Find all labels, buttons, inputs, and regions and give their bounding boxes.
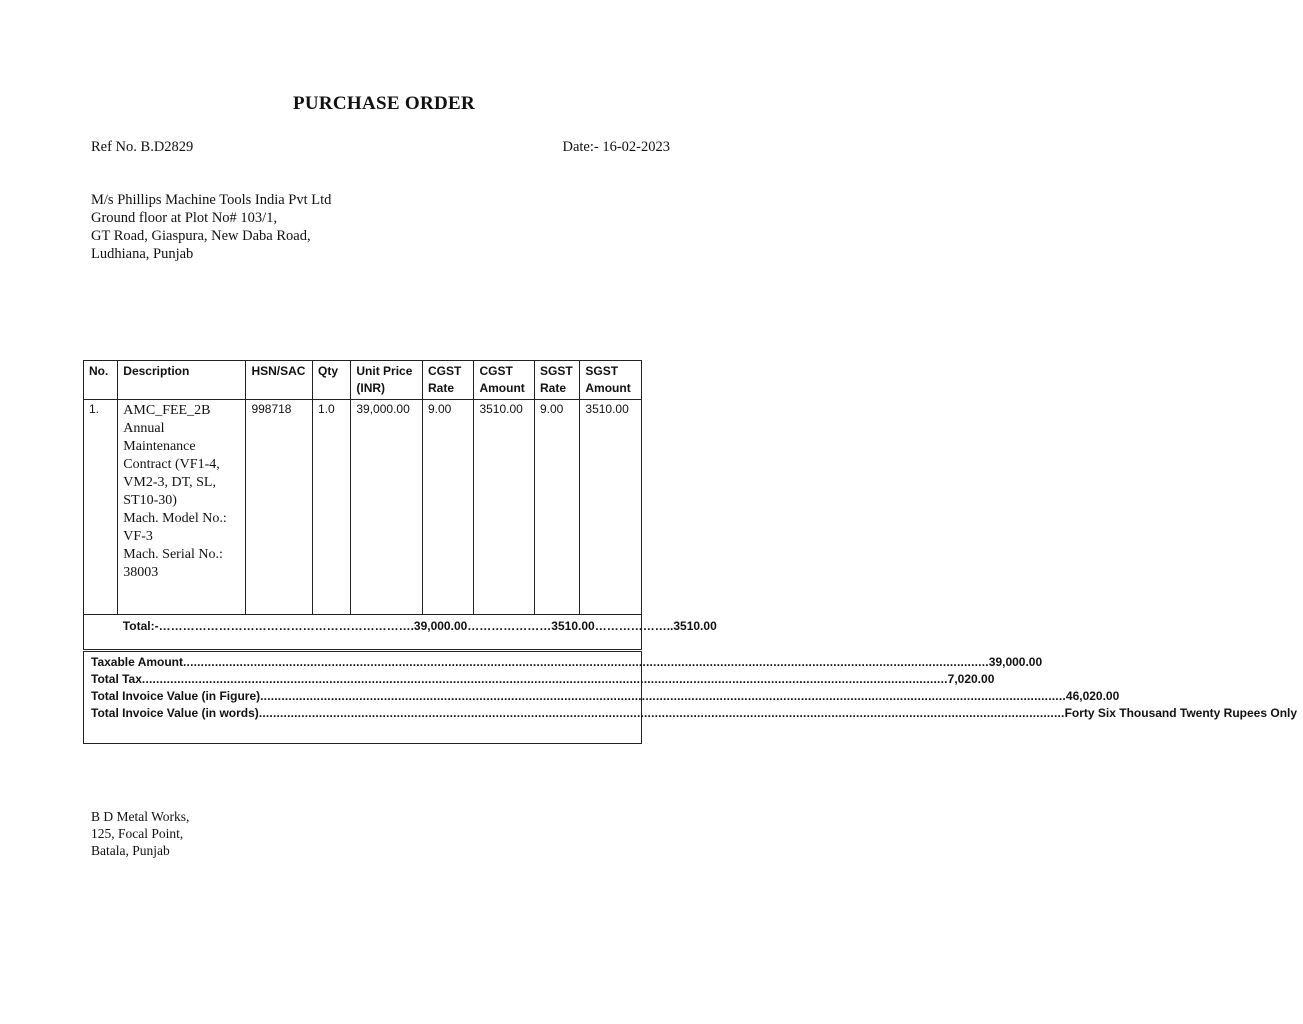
description-line: VF-3 [123, 529, 153, 544]
summary-label: Taxable Amount [91, 655, 184, 669]
summary-label: Total Invoice Value (in Figure) [91, 689, 261, 703]
summary-value: 39,000.00 [988, 655, 1043, 669]
vendor-address-line: M/s Phillips Machine Tools India Pvt Ltd [91, 192, 332, 208]
leader-dots [259, 705, 1065, 722]
summary-total-invoice-figure [91, 688, 1120, 705]
item-unit-price: 39,000.00 [351, 400, 423, 615]
header-hsn: HSN/SAC [246, 361, 313, 400]
description-line: Mach. Model No.: [123, 511, 227, 526]
buyer-address [91, 808, 189, 859]
total-row [84, 615, 642, 650]
header-unit-price: Unit Price (INR) [351, 361, 423, 400]
total-unit-price: 39,000.00 [413, 619, 468, 633]
total-line [122, 617, 717, 633]
summary-value: 7,020.00 [947, 672, 995, 686]
total-dots: ……………….. [594, 619, 674, 633]
buyer-address-line: 125, Focal Point, [91, 826, 184, 841]
description-line: AMC_FEE_2B [123, 403, 211, 418]
table-header-row [84, 361, 642, 400]
item-sgst-rate: 9.00 [534, 400, 579, 615]
buyer-address-line: Batala, Punjab [91, 843, 170, 858]
header-cgst-amount: CGST Amount [474, 361, 535, 400]
item-no: 1. [84, 400, 118, 615]
description-line: VM2-3, DT, SL, [123, 475, 216, 490]
header-sgst-rate: SGST Rate [534, 361, 579, 400]
description-line: Maintenance [123, 439, 196, 454]
leader-dots [260, 688, 1066, 705]
description-line: Contract (VF1-4, [123, 457, 220, 472]
description-line: 38003 [123, 565, 159, 580]
document-date: Date:- 16-02-2023 [562, 139, 670, 155]
total-cgst-amount: 3510.00 [551, 619, 595, 633]
header-qty: Qty [313, 361, 351, 400]
vendor-address-line: GT Road, Giaspura, New Daba Road, [91, 228, 311, 244]
leader-dots [142, 671, 948, 688]
summary-total-invoice-words [91, 705, 1298, 722]
total-spacer [84, 615, 118, 650]
leader-dots [183, 654, 989, 671]
header-no: No. [84, 361, 118, 400]
description-line: Annual [123, 421, 165, 436]
description-line: Mach. Serial No.: [123, 547, 223, 562]
item-description [118, 400, 246, 615]
vendor-address-line: Ludhiana, Punjab [91, 246, 194, 262]
item-qty: 1.0 [313, 400, 351, 615]
summary-value: 46,020.00 [1065, 689, 1120, 703]
summary-label: Total Tax [91, 672, 142, 686]
summary-total-tax [91, 671, 995, 688]
reference-number: Ref No. B.D2829 [91, 139, 194, 155]
total-sgst-amount: 3510.00 [673, 619, 717, 633]
invoice-summary [83, 651, 1298, 744]
item-cgst-rate: 9.00 [423, 400, 474, 615]
total-cell [118, 615, 717, 650]
purchase-order-table [83, 360, 717, 650]
description-line: ST10-30) [123, 493, 177, 508]
item-sgst-amount: 3510.00 [580, 400, 642, 615]
item-cgst-amount: 3510.00 [474, 400, 535, 615]
total-dots: ………………… [467, 619, 552, 633]
summary-label: Total Invoice Value (in words) [91, 706, 259, 720]
buyer-address-line: B D Metal Works, [91, 809, 190, 824]
table-row [84, 400, 642, 615]
summary-taxable-amount [91, 654, 1043, 671]
header-sgst-amount: SGST Amount [580, 361, 642, 400]
vendor-address [91, 191, 331, 263]
item-hsn: 998718 [246, 400, 313, 615]
header-cgst-rate: CGST Rate [423, 361, 474, 400]
vendor-address-line: Ground floor at Plot No# 103/1, [91, 210, 278, 226]
header-description: Description [118, 361, 246, 400]
document-title: PURCHASE ORDER [292, 93, 476, 114]
summary-value: Forty Six Thousand Twenty Rupees Only [1064, 706, 1298, 720]
total-label: Total:-………………………………………………………. [122, 619, 414, 633]
